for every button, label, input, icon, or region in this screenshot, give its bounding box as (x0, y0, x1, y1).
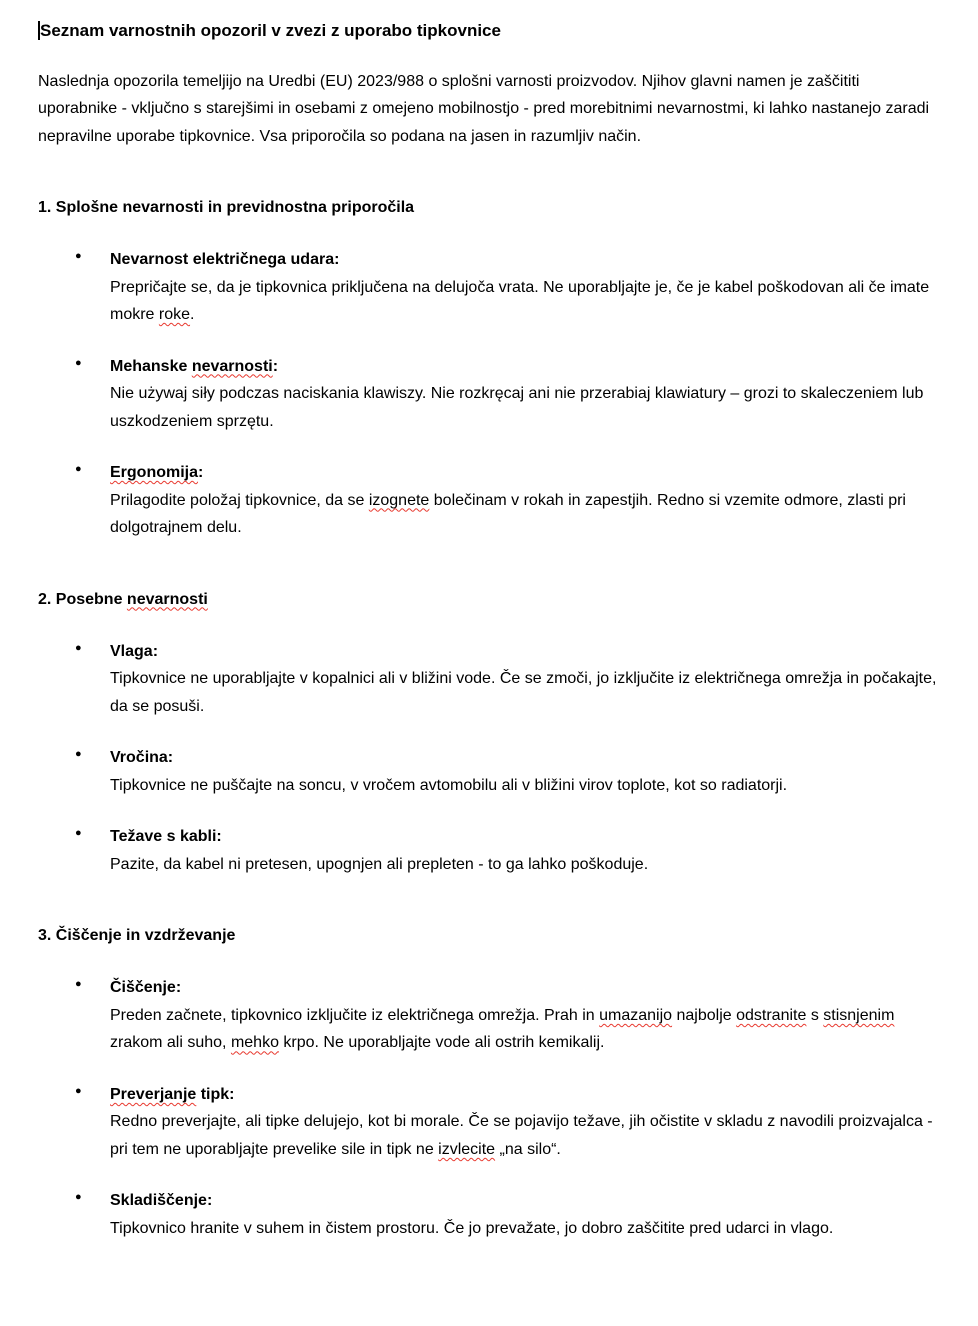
list-item (110, 246, 940, 329)
list-item (110, 459, 940, 542)
bullet-list-1 (38, 246, 940, 542)
item-label: ● Mehanske nevarnosti: (110, 357, 279, 375)
item-text: Preden začnete, tipkovnico izključite iz električnega omrežja. Prah in umazanijo najbolje odstranite s stisnjenim zrakom ali suho, mehko krpo. Ne uporabljajte vode ali ostrih kemikalij. (110, 1006, 895, 1052)
item-text: Prepričajte se, da je tipkovnica priključena na delujoča vrata. Ne uporabljajte je, če je kabel poškodovan ali če imate mokre roke. (110, 278, 930, 324)
item-text: Prilagodite položaj tipkovnice, da se izognete bolečinam v rokah in zapestjih. Redno si vzemite odmore, zlasti pri dolgotrajnem delu. (110, 491, 906, 537)
list-item (110, 974, 940, 1057)
item-text: Tipkovnice ne puščajte na soncu, v vročem avtomobilu ali v bližini virov toplote, kot so radiatorji. (110, 776, 788, 794)
list-item (110, 353, 940, 436)
list-item (110, 744, 940, 799)
document-title-text: Seznam varnostnih opozoril v zvezi z uporabo tipkovnice (40, 21, 501, 40)
item-text: Nie używaj siły podczas naciskania klawiszy. Nie rozkręcaj ani nie przerabiaj klawiatury – grozi to skaleczeniem lub uszkodzeniem sprzętu. (110, 385, 924, 430)
section-heading-1: 1. Splošne nevarnosti in previdnostna priporočila (38, 199, 415, 217)
list-item (110, 823, 940, 878)
item-text: Redno preverjajte, ali tipke delujejo, kot bi morale. Če se pojavijo težave, jih očistite v skladu z navodili proizvajalca - pri tem ne uporabljajte prevelike sile in tipk ne izvlecite „na silo“. (110, 1113, 933, 1158)
item-text: Pazite, da kabel ni pretesen, upognjen ali prepleten - to ga lahko poškoduje. (110, 855, 649, 873)
bullet-list-3 (38, 974, 940, 1242)
item-text: Tipkovnice ne uporabljajte v kopalnici ali v bližini vode. Če se zmoči, jo izključite iz električnega omrežja in počakajte, da se posuši. (110, 670, 937, 715)
item-label: ● Vročina: (110, 749, 174, 767)
section-heading-3: 3. Čiščenje in vzdrževanje (38, 927, 236, 945)
document-title (38, 18, 940, 44)
list-item (110, 638, 940, 721)
item-label: ● Težave s kabli: (110, 828, 222, 846)
item-label: ● Ergonomija: (110, 464, 204, 482)
item-label: ● Čiščenje: (110, 979, 182, 997)
item-label: ● Vlaga: (110, 642, 159, 660)
section-heading-2: 2. Posebne nevarnosti (38, 590, 208, 608)
item-text: Tipkovnico hranite v suhem in čistem prostoru. Če jo prevažate, jo dobro zaščitite pred udarci in vlago. (110, 1219, 834, 1237)
list-item (110, 1187, 940, 1242)
intro-paragraph: Naslednja opozorila temeljijo na Uredbi (EU) 2023/988 o splošni varnosti proizvodov. Njihov glavni namen je zaščititi uporabnike - vključno s starejšimi in osebami z omejeno mobilnostjo - pred morebitnimi nevarnostmi, ki lahko nastanejo zaradi nepravilne uporabe tipkovnice. Vsa priporočila so podana na jasen in razumljiv način. (38, 72, 930, 145)
item-label: ● Nevarnost električnega udara: (110, 251, 340, 269)
item-label: ● Preverjanje tipk: (110, 1085, 235, 1103)
list-item (110, 1081, 940, 1164)
item-label: ● Skladiščenje: (110, 1192, 213, 1210)
bullet-list-2 (38, 638, 940, 879)
